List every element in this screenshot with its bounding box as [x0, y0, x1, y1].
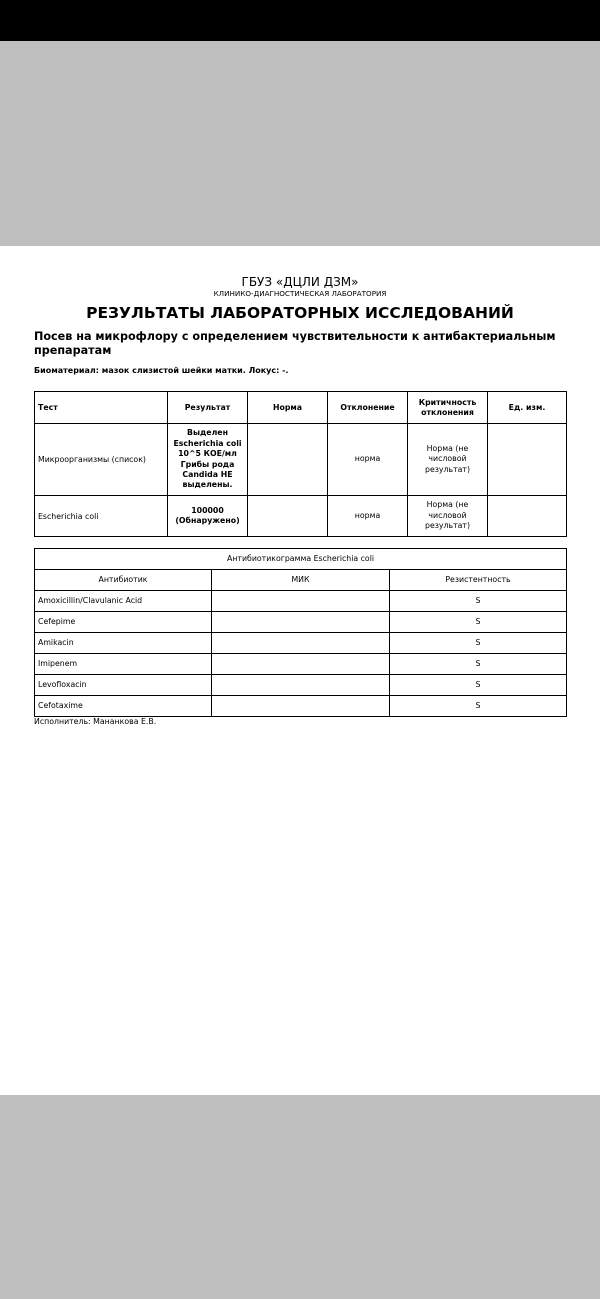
test-norm [248, 496, 328, 537]
column-header-resistance: Резистентность [390, 570, 567, 591]
table-row [35, 696, 567, 717]
antibiotic-resistance: S [390, 633, 567, 654]
antibiotic-name: Cefepime [35, 612, 212, 633]
antibiotic-mic [212, 654, 390, 675]
column-header-test: Тест [35, 392, 168, 424]
column-header-criticality: Критичность отклонения [408, 392, 488, 424]
antibiotic-name: Amikacin [35, 633, 212, 654]
study-title: Посев на микрофлору с определением чувствительности к антибактериальным препаратам [34, 330, 556, 357]
test-name: Микроорганизмы (список) [35, 424, 168, 496]
performer: Исполнитель: Мананкова Е.В. [34, 717, 157, 726]
antibiotic-resistance: S [390, 654, 567, 675]
table-row [35, 591, 567, 612]
antibiotic-mic [212, 633, 390, 654]
table-row [35, 675, 567, 696]
antibiotic-name: Cefotaxime [35, 696, 212, 717]
test-result: Выделен Escherichia coli 10^5 КОЕ/мл Грибы рода Candida НЕ выделены. [168, 424, 248, 496]
test-deviation: норма [328, 424, 408, 496]
test-criticality: Норма (не числовой результат) [408, 424, 488, 496]
column-header-result: Результат [168, 392, 248, 424]
test-unit [488, 496, 567, 537]
antibiotic-mic [212, 612, 390, 633]
table-row [35, 424, 567, 496]
organization-name: ГБУЗ «ДЦЛИ ДЗМ» [241, 275, 359, 289]
biomaterial-info: Биоматериал: мазок слизистой шейки матки. Локус: -. [34, 366, 289, 375]
antibiogram-caption-row [35, 549, 567, 570]
status-bar [0, 0, 600, 41]
antibiotic-mic [212, 591, 390, 612]
table-row [35, 654, 567, 675]
test-norm [248, 424, 328, 496]
results-header-row [35, 392, 567, 424]
test-deviation: норма [328, 496, 408, 537]
page-title: РЕЗУЛЬТАТЫ ЛАБОРАТОРНЫХ ИССЛЕДОВАНИЙ [86, 304, 514, 322]
antibiogram-header-row [35, 570, 567, 591]
column-header-mic: МИК [212, 570, 390, 591]
table-row [35, 612, 567, 633]
antibiotic-name: Amoxicillin/Clavulanic Acid [35, 591, 212, 612]
test-result: 100000 (Обнаружено) [168, 496, 248, 537]
test-unit [488, 424, 567, 496]
antibiotic-resistance: S [390, 696, 567, 717]
column-header-norm: Норма [248, 392, 328, 424]
antibiotic-name: Imipenem [35, 654, 212, 675]
results-table [34, 391, 567, 537]
test-name: Escherichia coli [35, 496, 168, 537]
antibiogram-caption: Антибиотикограмма Escherichia coli [35, 549, 567, 570]
antibiogram-table [34, 548, 567, 717]
antibiotic-name: Levofloxacin [35, 675, 212, 696]
table-row [35, 633, 567, 654]
table-row [35, 496, 567, 537]
antibiotic-resistance: S [390, 675, 567, 696]
antibiotic-resistance: S [390, 591, 567, 612]
antibiotic-mic [212, 696, 390, 717]
column-header-unit: Ед. изм. [488, 392, 567, 424]
antibiotic-resistance: S [390, 612, 567, 633]
test-criticality: Норма (не числовой результат) [408, 496, 488, 537]
laboratory-name: КЛИНИКО-ДИАГНОСТИЧЕСКАЯ ЛАБОРАТОРИЯ [213, 289, 387, 298]
column-header-deviation: Отклонение [328, 392, 408, 424]
antibiotic-mic [212, 675, 390, 696]
column-header-antibiotic: Антибиотик [35, 570, 212, 591]
document-page [0, 246, 600, 1095]
